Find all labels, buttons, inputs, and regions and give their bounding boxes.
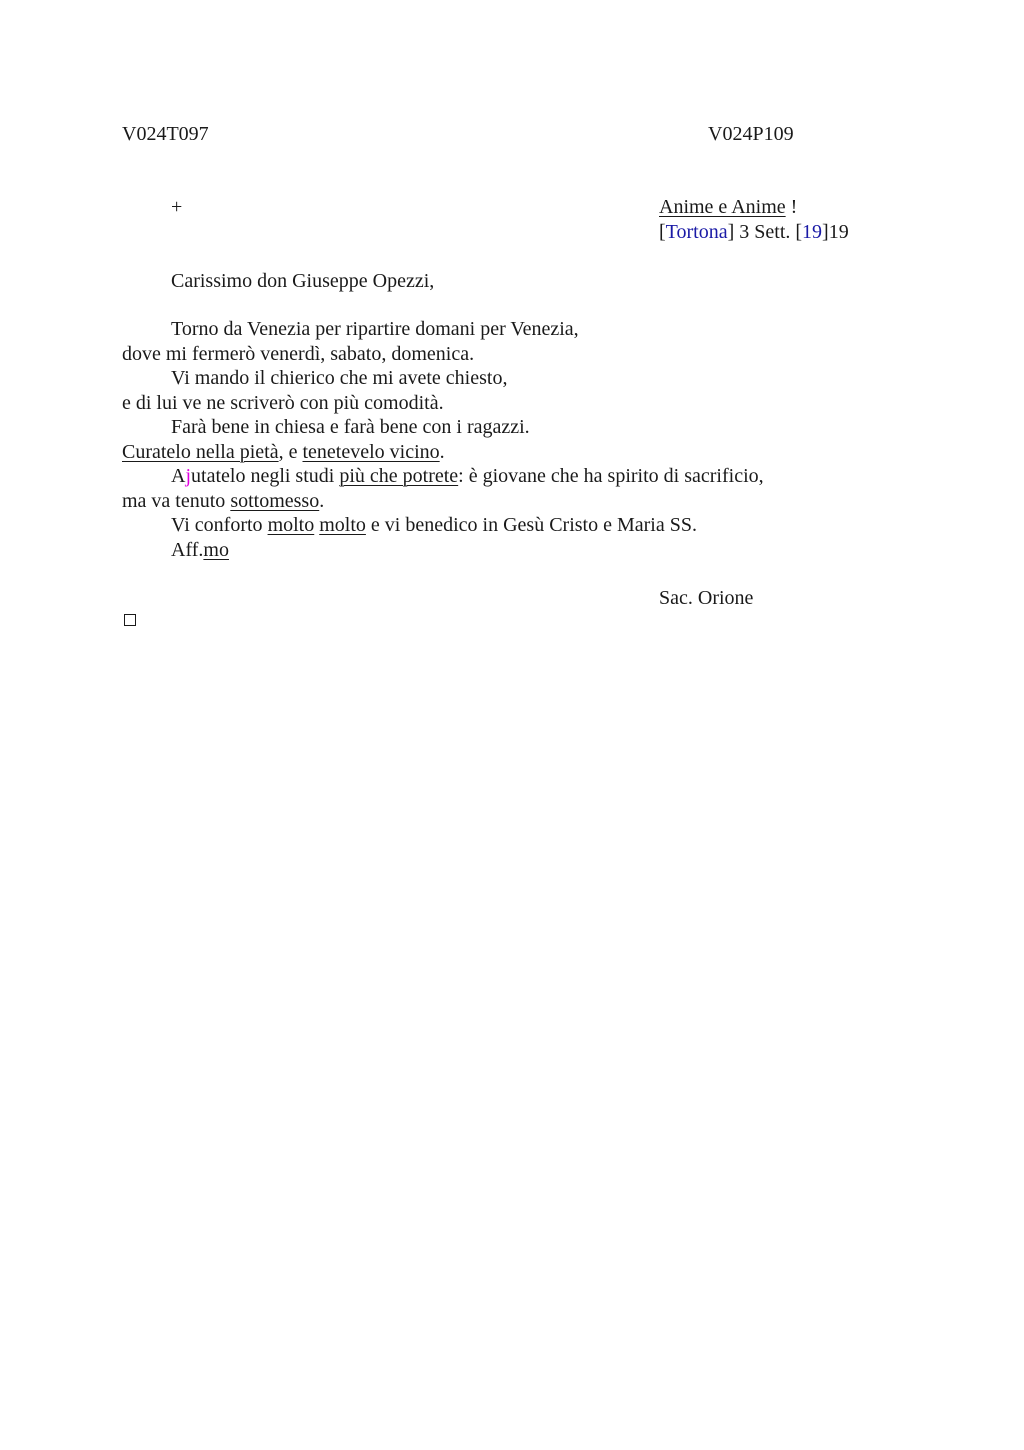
bracket: [ xyxy=(659,221,666,243)
underlined-phrase: Curatelo nella pietà xyxy=(122,441,279,463)
body-line xyxy=(122,489,324,513)
underlined-phrase: mo xyxy=(203,539,229,561)
underlined-phrase: molto xyxy=(267,514,315,536)
text-span: ma va tenuto xyxy=(122,490,231,512)
place-name: Tortona xyxy=(665,221,728,243)
document-code-left: V024T097 xyxy=(122,123,209,145)
salutation: Carissimo don Giuseppe Opezzi, xyxy=(171,270,435,292)
body-line: dove mi fermerò venerdì, sabato, domenica. xyxy=(122,343,475,365)
year-tail: ]19 xyxy=(822,221,849,243)
text-span: : è giovane che ha spirito di sacrificio, xyxy=(458,465,764,487)
date-text: 3 Sett. [ xyxy=(734,221,803,243)
text-span: utatelo negli studi xyxy=(191,465,340,487)
cross-mark: + xyxy=(171,196,183,218)
underlined-phrase: più che potrete xyxy=(339,465,459,487)
text-span: Aff. xyxy=(171,539,204,561)
text-span: , e xyxy=(278,441,303,463)
text-span: . xyxy=(439,441,445,463)
underlined-phrase: molto xyxy=(319,514,366,536)
body-line xyxy=(171,464,764,488)
highlighted-letter: j xyxy=(185,465,192,487)
motto-text: Anime e Anime xyxy=(659,196,786,218)
bracket: ] xyxy=(727,221,735,243)
body-line xyxy=(122,440,445,464)
body-line xyxy=(171,513,697,537)
text-span: e vi benedico in Gesù Cristo e Maria SS. xyxy=(365,514,697,536)
motto xyxy=(659,195,797,219)
body-line: Farà bene in chiesa e farà bene con i ragazzi. xyxy=(171,416,530,438)
end-mark-box xyxy=(124,614,136,626)
page-code-right: V024P109 xyxy=(708,123,794,145)
signature: Sac. Orione xyxy=(659,587,754,609)
text-span: . xyxy=(319,490,325,512)
text-span: Vi conforto xyxy=(171,514,268,536)
motto-punct: ! xyxy=(785,196,798,218)
underlined-phrase: sottomesso xyxy=(230,490,320,512)
body-line: Torno da Venezia per ripartire domani per Venezia, xyxy=(171,318,579,340)
body-line: e di lui ve ne scriverò con più comodità. xyxy=(122,392,444,414)
underlined-phrase: tenetevelo vicino xyxy=(302,441,440,463)
body-line xyxy=(171,538,229,562)
year-part: 19 xyxy=(802,221,823,243)
dateline xyxy=(659,220,849,244)
text-span: A xyxy=(171,465,186,487)
body-line: Vi mando il chierico che mi avete chiesto, xyxy=(171,367,508,389)
